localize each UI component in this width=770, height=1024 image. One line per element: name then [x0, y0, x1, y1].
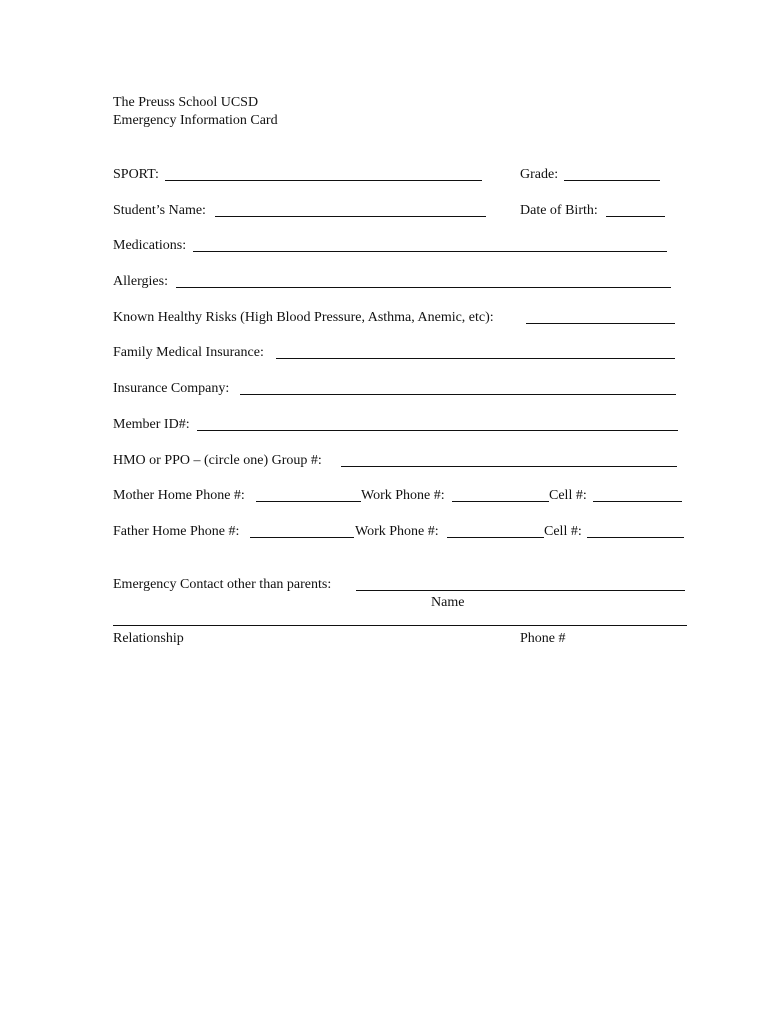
family-insurance-label: Family Medical Insurance: [113, 345, 264, 360]
group-number-field[interactable] [341, 466, 677, 467]
father-cell-field[interactable] [587, 537, 684, 538]
emergency-contact-label: Emergency Contact other than parents: [113, 577, 332, 592]
mother-cell-label: Cell #: [549, 488, 587, 503]
student-name-field[interactable] [215, 216, 486, 217]
health-risks-field[interactable] [526, 323, 675, 324]
medications-label: Medications: [113, 238, 187, 253]
dob-field[interactable] [606, 216, 665, 217]
mother-work-phone-label: Work Phone #: [361, 488, 445, 503]
name-caption: Name [431, 595, 465, 610]
mother-home-phone-label: Mother Home Phone #: [113, 488, 245, 503]
father-work-phone-label: Work Phone #: [355, 524, 439, 539]
card-title: Emergency Information Card [113, 113, 278, 128]
sport-field[interactable] [165, 180, 482, 181]
phone-caption: Phone # [520, 631, 566, 646]
mother-work-phone-field[interactable] [452, 501, 549, 502]
medications-field[interactable] [193, 251, 667, 252]
member-id-label: Member ID#: [113, 417, 190, 432]
father-home-phone-field[interactable] [250, 537, 354, 538]
emergency-contact-name-field[interactable] [356, 590, 685, 591]
father-cell-label: Cell #: [544, 524, 582, 539]
mother-cell-field[interactable] [593, 501, 682, 502]
health-risks-label: Known Healthy Risks (High Blood Pressure, Asthma, Anemic, etc): [113, 310, 494, 325]
dob-label: Date of Birth: [520, 203, 598, 218]
member-id-field[interactable] [197, 430, 678, 431]
family-insurance-field[interactable] [276, 358, 675, 359]
relationship-caption: Relationship [113, 631, 184, 646]
hmo-ppo-label: HMO or PPO – (circle one) Group #: [113, 453, 322, 468]
allergies-label: Allergies: [113, 274, 168, 289]
student-name-label: Student’s Name: [113, 203, 206, 218]
allergies-field[interactable] [176, 287, 671, 288]
relationship-phone-field[interactable] [113, 625, 687, 626]
grade-field[interactable] [564, 180, 660, 181]
insurance-company-label: Insurance Company: [113, 381, 230, 396]
father-home-phone-label: Father Home Phone #: [113, 524, 240, 539]
insurance-company-field[interactable] [240, 394, 676, 395]
grade-label: Grade: [520, 167, 559, 182]
sport-label: SPORT: [113, 167, 159, 182]
mother-home-phone-field[interactable] [256, 501, 361, 502]
father-work-phone-field[interactable] [447, 537, 544, 538]
school-name: The Preuss School UCSD [113, 95, 259, 110]
